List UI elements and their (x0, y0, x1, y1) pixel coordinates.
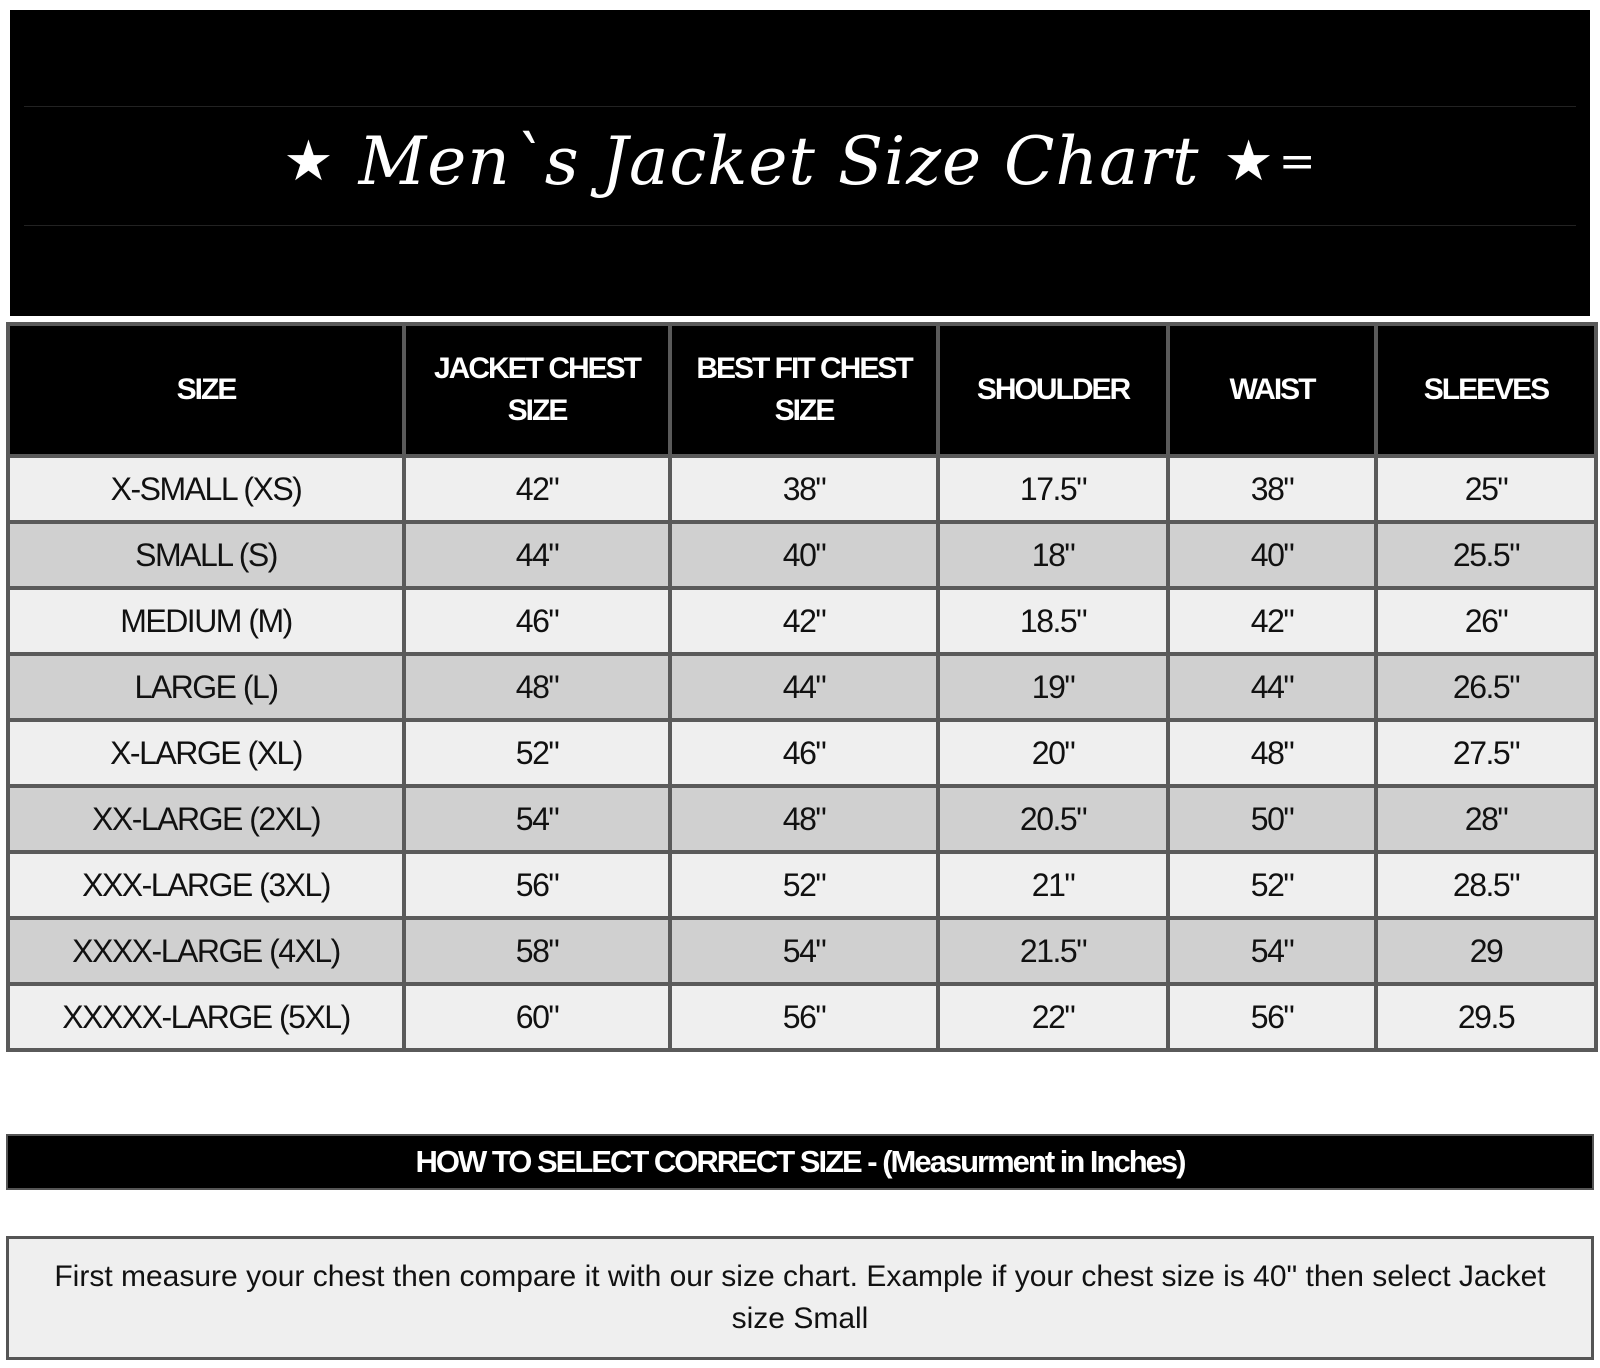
cell-size: SMALL (S) (10, 524, 402, 586)
star-icon: ★ (1223, 128, 1275, 194)
cell-sleeves: 25" (1378, 458, 1594, 520)
cell-shoulder: 21.5" (940, 920, 1166, 982)
cell-waist: 52" (1170, 854, 1374, 916)
column-header-best-fit-chest: BEST FIT CHEST SIZE (672, 326, 936, 454)
instruction-text: First measure your chest then compare it with our size chart. Example if your chest size is 40" then select Jacket size Small (6, 1236, 1594, 1360)
cell-size: XXXXX-LARGE (5XL) (10, 986, 402, 1048)
cell-best-fit-chest: 44" (672, 656, 936, 718)
cell-shoulder: 21" (940, 854, 1166, 916)
cell-shoulder: 20.5" (940, 788, 1166, 850)
table-row (10, 854, 1594, 916)
cell-size: LARGE (L) (10, 656, 402, 718)
size-chart-table (6, 322, 1598, 1052)
cell-shoulder: 18.5" (940, 590, 1166, 652)
table-row (10, 590, 1594, 652)
table-header-row (10, 326, 1594, 454)
title-banner (10, 10, 1590, 316)
cell-sleeves: 29.5 (1378, 986, 1594, 1048)
cell-size: XXX-LARGE (3XL) (10, 854, 402, 916)
cell-shoulder: 19" (940, 656, 1166, 718)
cell-jacket-chest: 56" (406, 854, 668, 916)
cell-sleeves: 26.5" (1378, 656, 1594, 718)
cell-best-fit-chest: 52" (672, 854, 936, 916)
cell-sleeves: 28" (1378, 788, 1594, 850)
table-row (10, 986, 1594, 1048)
cell-waist: 48" (1170, 722, 1374, 784)
table-row (10, 656, 1594, 718)
cell-best-fit-chest: 46" (672, 722, 936, 784)
cell-waist: 54" (1170, 920, 1374, 982)
cell-sleeves: 27.5" (1378, 722, 1594, 784)
cell-shoulder: 22" (940, 986, 1166, 1048)
cell-best-fit-chest: 40" (672, 524, 936, 586)
cell-shoulder: 18" (940, 524, 1166, 586)
star-icon: ★ (283, 128, 335, 194)
cell-size: MEDIUM (M) (10, 590, 402, 652)
cell-waist: 38" (1170, 458, 1374, 520)
cell-jacket-chest: 46" (406, 590, 668, 652)
cell-sleeves: 29 (1378, 920, 1594, 982)
table-row (10, 722, 1594, 784)
cell-best-fit-chest: 38" (672, 458, 936, 520)
column-header-shoulder: SHOULDER (940, 326, 1166, 454)
cell-size: XX-LARGE (2XL) (10, 788, 402, 850)
table-row (10, 788, 1594, 850)
column-header-jacket-chest: JACKET CHEST SIZE (406, 326, 668, 454)
cell-jacket-chest: 48" (406, 656, 668, 718)
cell-size: XXXX-LARGE (4XL) (10, 920, 402, 982)
cell-best-fit-chest: 48" (672, 788, 936, 850)
column-header-waist: WAIST (1170, 326, 1374, 454)
title-text: Men`s Jacket Size Chart (358, 122, 1200, 200)
cell-waist: 42" (1170, 590, 1374, 652)
cell-size: X-LARGE (XL) (10, 722, 402, 784)
how-to-heading: HOW TO SELECT CORRECT SIZE - (Measurment in Inches) (6, 1134, 1594, 1190)
cell-jacket-chest: 60" (406, 986, 668, 1048)
cell-jacket-chest: 52" (406, 722, 668, 784)
cell-sleeves: 28.5" (1378, 854, 1594, 916)
cell-best-fit-chest: 56" (672, 986, 936, 1048)
cell-shoulder: 17.5" (940, 458, 1166, 520)
page-title (283, 123, 1316, 200)
column-header-sleeves: SLEEVES (1378, 326, 1594, 454)
cell-jacket-chest: 58" (406, 920, 668, 982)
cell-waist: 40" (1170, 524, 1374, 586)
cell-best-fit-chest: 42" (672, 590, 936, 652)
cell-sleeves: 26" (1378, 590, 1594, 652)
cell-waist: 56" (1170, 986, 1374, 1048)
cell-size: X-SMALL (XS) (10, 458, 402, 520)
cell-sleeves: 25.5" (1378, 524, 1594, 586)
cell-jacket-chest: 44" (406, 524, 668, 586)
cell-shoulder: 20" (940, 722, 1166, 784)
table-row (10, 524, 1594, 586)
cell-best-fit-chest: 54" (672, 920, 936, 982)
cell-jacket-chest: 42" (406, 458, 668, 520)
table-row (10, 920, 1594, 982)
column-header-size: SIZE (10, 326, 402, 454)
cell-waist: 44" (1170, 656, 1374, 718)
equals-mark: = (1278, 135, 1317, 187)
cell-waist: 50" (1170, 788, 1374, 850)
cell-jacket-chest: 54" (406, 788, 668, 850)
table-row (10, 458, 1594, 520)
table-body (10, 458, 1594, 1048)
